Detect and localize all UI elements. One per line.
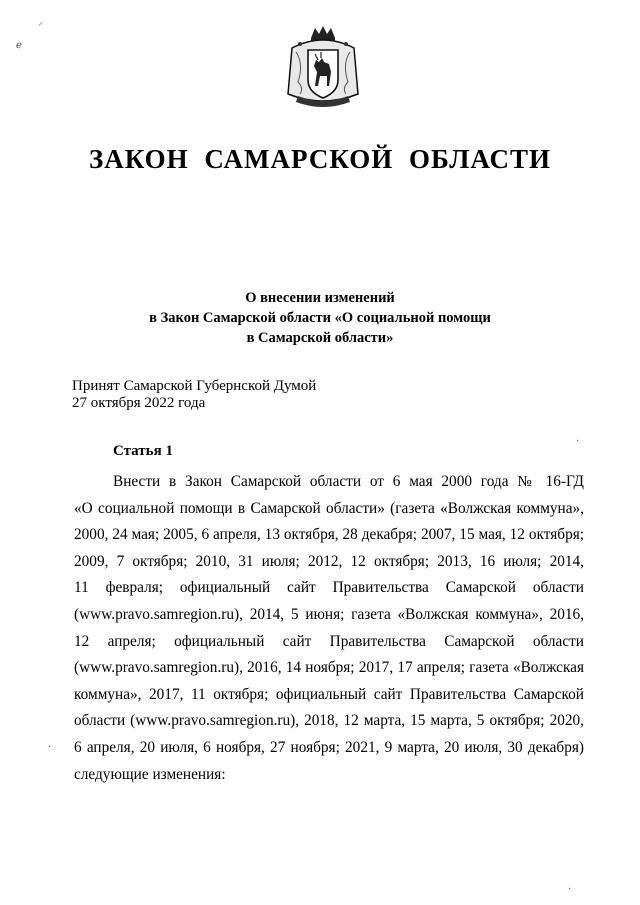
scan-mark: · <box>48 742 52 753</box>
article-heading: Статья 1 <box>113 443 173 459</box>
law-title: ЗАКОН САМАРСКОЙ ОБЛАСТИ <box>89 144 551 174</box>
scan-mark: · <box>576 436 580 447</box>
subject-line: О внесении изменений <box>245 290 395 306</box>
subject-line: в Закон Самарской области «О социальной помощи <box>149 310 491 326</box>
law-subject <box>0 288 640 348</box>
subject-line: в Самарской области» <box>246 330 394 346</box>
article-line: 11 февраля; официальный сайт Правительства Самарской области <box>74 579 584 597</box>
article-line: 12 апреля; официальный сайт Правительства Самарской области <box>74 632 584 650</box>
article-line: следующие изменения: <box>74 765 226 783</box>
coat-of-arms-icon <box>284 24 362 110</box>
scan-mark: ⸝ <box>38 17 43 28</box>
article-line: (www.pravo.samregion.ru), 2016, 14 ноября; 2017, 17 апреля; газета «Волжская <box>74 659 584 677</box>
adopted-date: 27 октября 2022 года <box>72 395 206 411</box>
article-line: 2000, 24 мая; 2005, 6 апреля, 13 октября, 28 декабря; 2007, 15 мая, 12 октября; <box>74 526 584 544</box>
article-line: (www.pravo.samregion.ru), 2014, 5 июня; газета «Волжская коммуна», 2016, <box>74 605 584 623</box>
article-line: 2009, 7 октября; 2010, 31 июля; 2012, 12 октября; 2013, 16 июля; 2014, <box>74 552 584 570</box>
adoption-block <box>72 378 316 412</box>
scan-mark: · <box>568 884 572 895</box>
article-line: коммуна», 2017, 11 октября; официальный сайт Правительства Самарской <box>74 685 584 703</box>
article-body <box>74 469 584 788</box>
adopted-by: Принят Самарской Губернской Думой <box>72 378 317 394</box>
article-line: «О социальной помощи в Самарской области» (газета «Волжская коммуна», <box>74 499 584 517</box>
article-line: 6 апреля, 20 июля, 6 ноября, 27 ноября; 2021, 9 марта, 20 июля, 30 декабря) <box>74 738 584 756</box>
scan-mark: ℯ <box>16 40 22 51</box>
article-line: Внести в Закон Самарской области от 6 мая 2000 года № 16-ГД <box>113 473 584 490</box>
article-line: области (www.pravo.samregion.ru), 2018, 12 марта, 15 марта, 5 октября; 2020, <box>74 712 584 730</box>
